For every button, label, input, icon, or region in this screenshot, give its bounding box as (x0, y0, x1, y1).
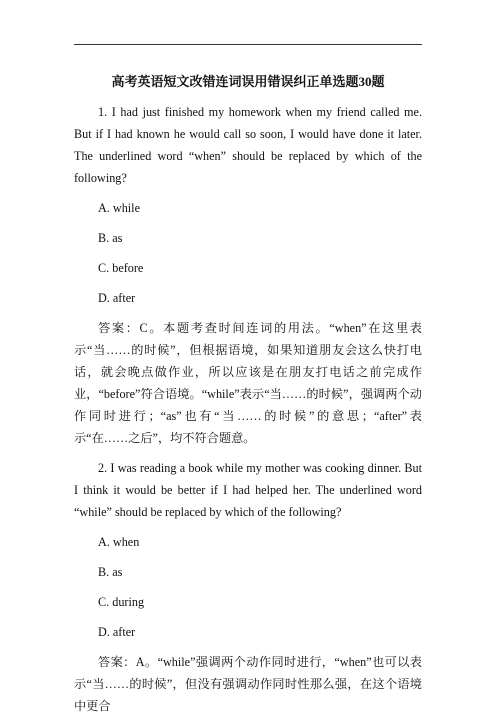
question-stem: 2. I was reading a book while my mother was cooking dinner. But I think it would be better if I had helped her. The underlined word “while” should be replaced by which of the following? (74, 461, 422, 519)
answer-explanation: 答案：C。本题考查时间连词的用法。“when”在这里表示“当……的时候”，但根据语境，如果知道朋友会这么快打电话，就会晚点做作业，所以应该是在朋友打电话之前完成作业，“before”符合语境。“while”表示“当……的时候”，强调两个动作同时进行；“as”也有“当……的时候”的意思；“after”表示“在……之后”，均不符合题意。 (74, 321, 422, 445)
option: D. after (98, 625, 136, 639)
option: C. during (98, 595, 145, 609)
option: A. when (98, 535, 140, 549)
option: B. as (98, 231, 123, 245)
option: B. as (98, 565, 123, 579)
header-rule (74, 44, 422, 45)
document-body (74, 101, 422, 725)
option: A. while (98, 201, 140, 215)
document-title: 高考英语短文改错连词误用错误纠正单选题30题 (111, 74, 385, 89)
option: C. before (98, 261, 144, 275)
option: D. after (98, 291, 136, 305)
question-stem: 1. I had just finished my homework when my friend called me. But if I had known he would call so soon, I would have done it later. The underlined word “when” should be replaced by which of the following? (74, 105, 422, 185)
answer-explanation: 答案：A。“while”强调两个动作同时进行，“when”也可以表示“当……的时候”，但没有强调动作同时性那么强，在这个语境中更合 (74, 655, 422, 713)
